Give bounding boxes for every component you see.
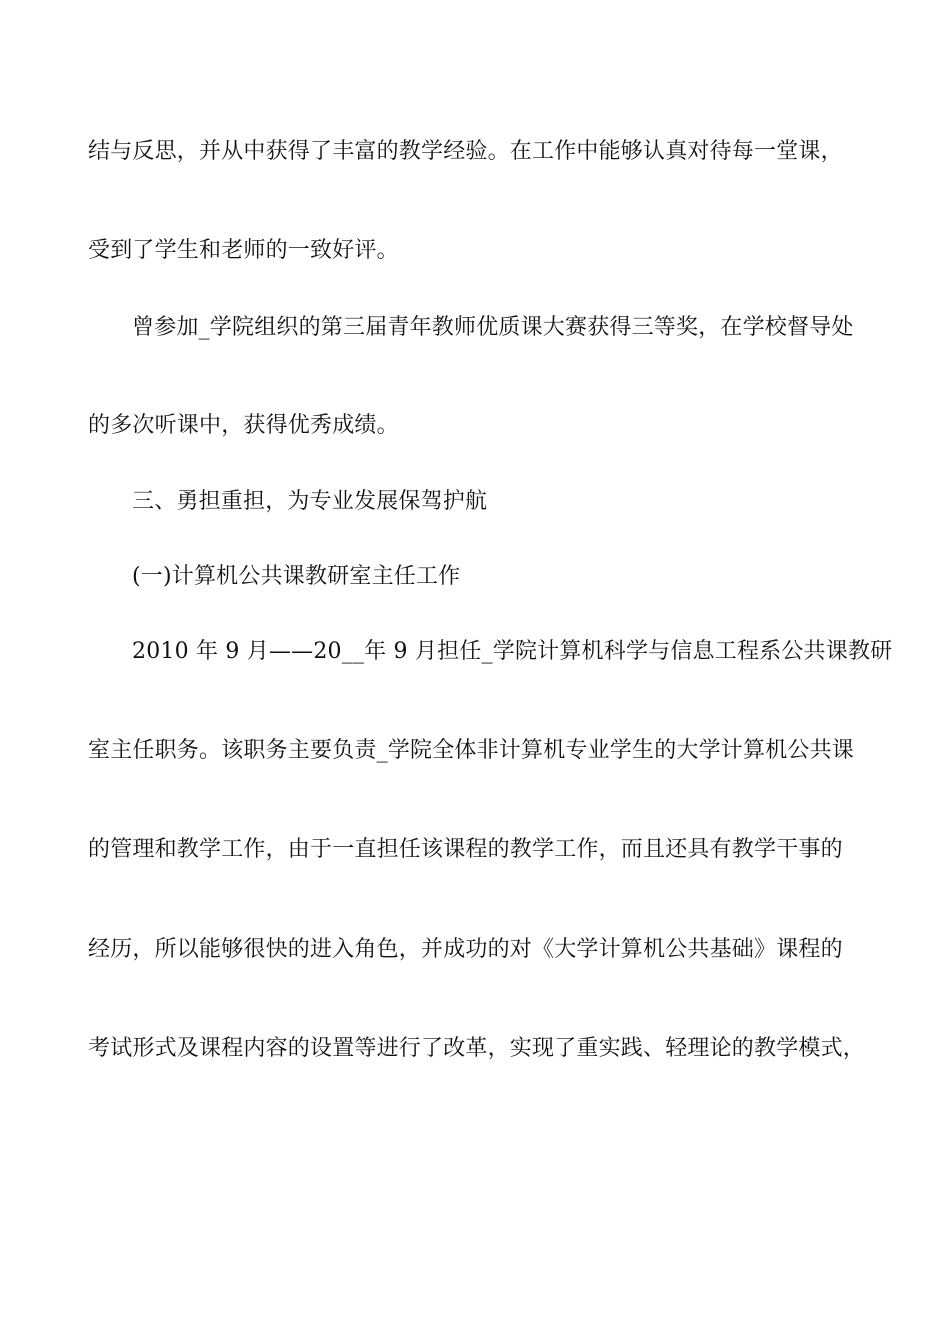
section-heading: 三、勇担重担，为专业发展保驾护航: [132, 489, 488, 514]
paragraph-line: 的管理和教学工作，由于一直担任该课程的教学工作，而且还具有教学干事的: [88, 837, 843, 862]
paragraph-line: 受到了学生和老师的一致好评。: [88, 238, 399, 263]
paragraph-line: 曾参加_学院组织的第三届青年教师优质课大赛获得三等奖，在学校督导处: [132, 315, 854, 340]
subsection-heading: (一)计算机公共课教研室主任工作: [132, 564, 461, 589]
paragraph-line: 结与反思，并从中获得了丰富的教学经验。在工作中能够认真对待每一堂课，: [88, 139, 843, 164]
paragraph-line: 经历，所以能够很快的进入角色，并成功的对《大学计算机公共基础》课程的: [88, 937, 843, 962]
paragraph-line: 室主任职务。该职务主要负责_学院全体非计算机专业学生的大学计算机公共课: [88, 738, 855, 763]
paragraph-line: 的多次听课中，获得优秀成绩。: [88, 413, 399, 438]
paragraph-line: 2010 年 9 月——20__年 9 月担任_学院计算机科学与信息工程系公共课教研: [132, 639, 893, 664]
paragraph-line: 考试形式及课程内容的设置等进行了改革，实现了重实践、轻理论的教学模式，: [88, 1036, 866, 1061]
